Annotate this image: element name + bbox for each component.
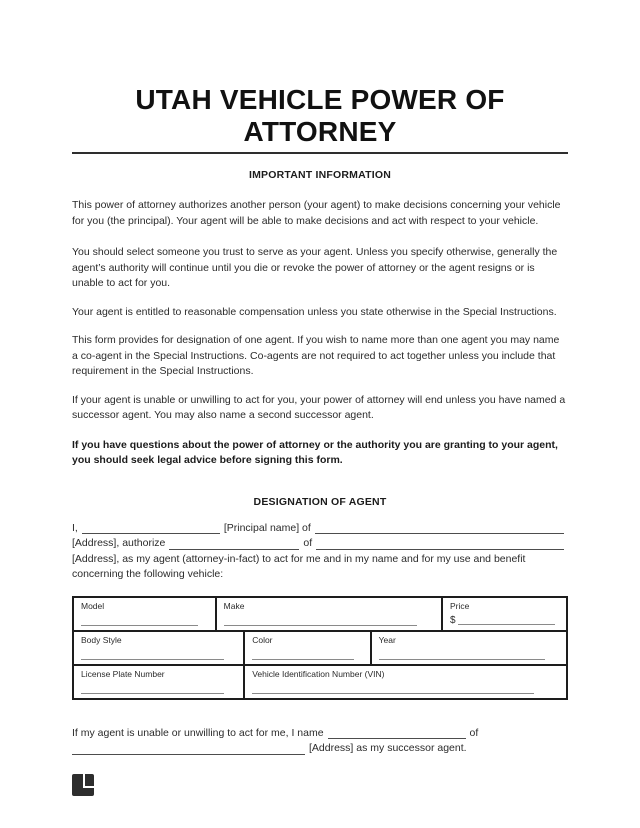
paragraph-compensation: Your agent is entitled to reasonable compensation unless you state otherwise in the Special Instructions.: [72, 305, 557, 318]
principal-address-blank[interactable]: [315, 532, 564, 534]
table-row: [74, 632, 566, 666]
price-label: Price: [449, 600, 470, 611]
title-divider: [72, 152, 568, 154]
make-label: Make: [223, 600, 245, 611]
page-title-line1: UTAH VEHICLE POWER OF: [135, 84, 505, 115]
vehicle-info-table: [72, 596, 568, 700]
body-style-input-line[interactable]: [81, 659, 224, 660]
year-input-line[interactable]: [379, 659, 545, 660]
successor-line-1: [72, 726, 568, 742]
table-row: [74, 666, 566, 698]
make-input-line[interactable]: [224, 625, 417, 626]
model-label: Model: [81, 600, 105, 611]
make-cell: [217, 598, 443, 630]
legal-advice-notice: If you have questions about the power of attorney or the authority you are granting to your agent, you should seek legal advice before signing this form.: [72, 438, 558, 466]
successor-address-label: [Address] as my successor agent.: [309, 742, 467, 754]
price-cell: [443, 598, 566, 630]
successor-address-blank[interactable]: [72, 753, 305, 755]
intro-i-label: I,: [72, 521, 78, 534]
body-style-label: Body Style: [81, 634, 122, 645]
successor-name-label: If my agent is unable or unwilling to act for me, I name: [72, 726, 324, 739]
model-cell: [74, 598, 217, 630]
dollar-sign-label: $: [449, 614, 456, 626]
agent-clause-text: [Address], as my agent (attorney-in-fact) to act for me and in my name and for my use and benefit concerning the following vehicle:: [72, 552, 526, 580]
important-information-heading: IMPORTANT INFORMATION: [248, 169, 392, 181]
page-title-line2: ATTORNEY: [243, 116, 397, 147]
designation-line-1: [72, 521, 568, 537]
principal-name-label: [Principal name] of: [223, 521, 311, 534]
vin-cell: [245, 666, 566, 698]
designation-of-agent-heading: DESIGNATION OF AGENT: [253, 495, 387, 508]
model-input-line[interactable]: [81, 625, 198, 626]
successor-agent-section: [72, 726, 568, 757]
color-cell: [245, 632, 371, 664]
table-row: [74, 598, 566, 632]
address-authorize-label: [Address], authorize: [72, 537, 166, 549]
price-input-line[interactable]: [458, 624, 555, 625]
page-title: [72, 0, 568, 148]
license-plate-label: License Plate Number: [81, 668, 165, 679]
color-input-line[interactable]: [252, 659, 354, 660]
successor-of-label: of: [469, 726, 479, 739]
principal-name-blank[interactable]: [82, 532, 220, 534]
successor-name-blank[interactable]: [328, 737, 466, 739]
paragraph-one-agent: This form provides for designation of one agent. If you wish to name more than one agent you may name a co-agent in the Special Instructions. Co-agents are not required to act together unless you include that requirement in the Special Instructions.: [72, 334, 560, 377]
designation-intro: [72, 521, 568, 583]
paragraph-authorizes: This power of attorney authorizes another person (your agent) to make decisions concerning your vehicle for you (the principal). Your agent will be able to make decisions and act with respect to your vehicle.: [72, 199, 561, 227]
color-label: Color: [252, 634, 273, 645]
successor-line-2: [72, 741, 568, 757]
designation-line-2: [72, 536, 568, 552]
vin-input-line[interactable]: [252, 693, 534, 694]
license-plate-cell: [74, 666, 245, 698]
year-cell: [372, 632, 566, 664]
agent-name-blank[interactable]: [169, 548, 299, 550]
year-label: Year: [378, 634, 396, 645]
paragraph-select-agent: You should select someone you trust to serve as your agent. Unless you specify otherwise, generally the agent’s authority will continue until you die or revoke the power of attorney or the agent resigns or is unable to act for you.: [72, 246, 558, 289]
legal-templates-logo: [72, 774, 94, 796]
paragraph-successor-info: If your agent is unable or unwilling to act for you, your power of attorney will end unless you have named a successor agent. You may also name a second successor agent.: [72, 393, 566, 421]
of-label: of: [303, 537, 313, 549]
vin-label: Vehicle Identification Number (VIN): [252, 668, 385, 679]
license-plate-input-line[interactable]: [81, 693, 224, 694]
body-style-cell: [74, 632, 245, 664]
agent-address-blank[interactable]: [316, 548, 564, 550]
